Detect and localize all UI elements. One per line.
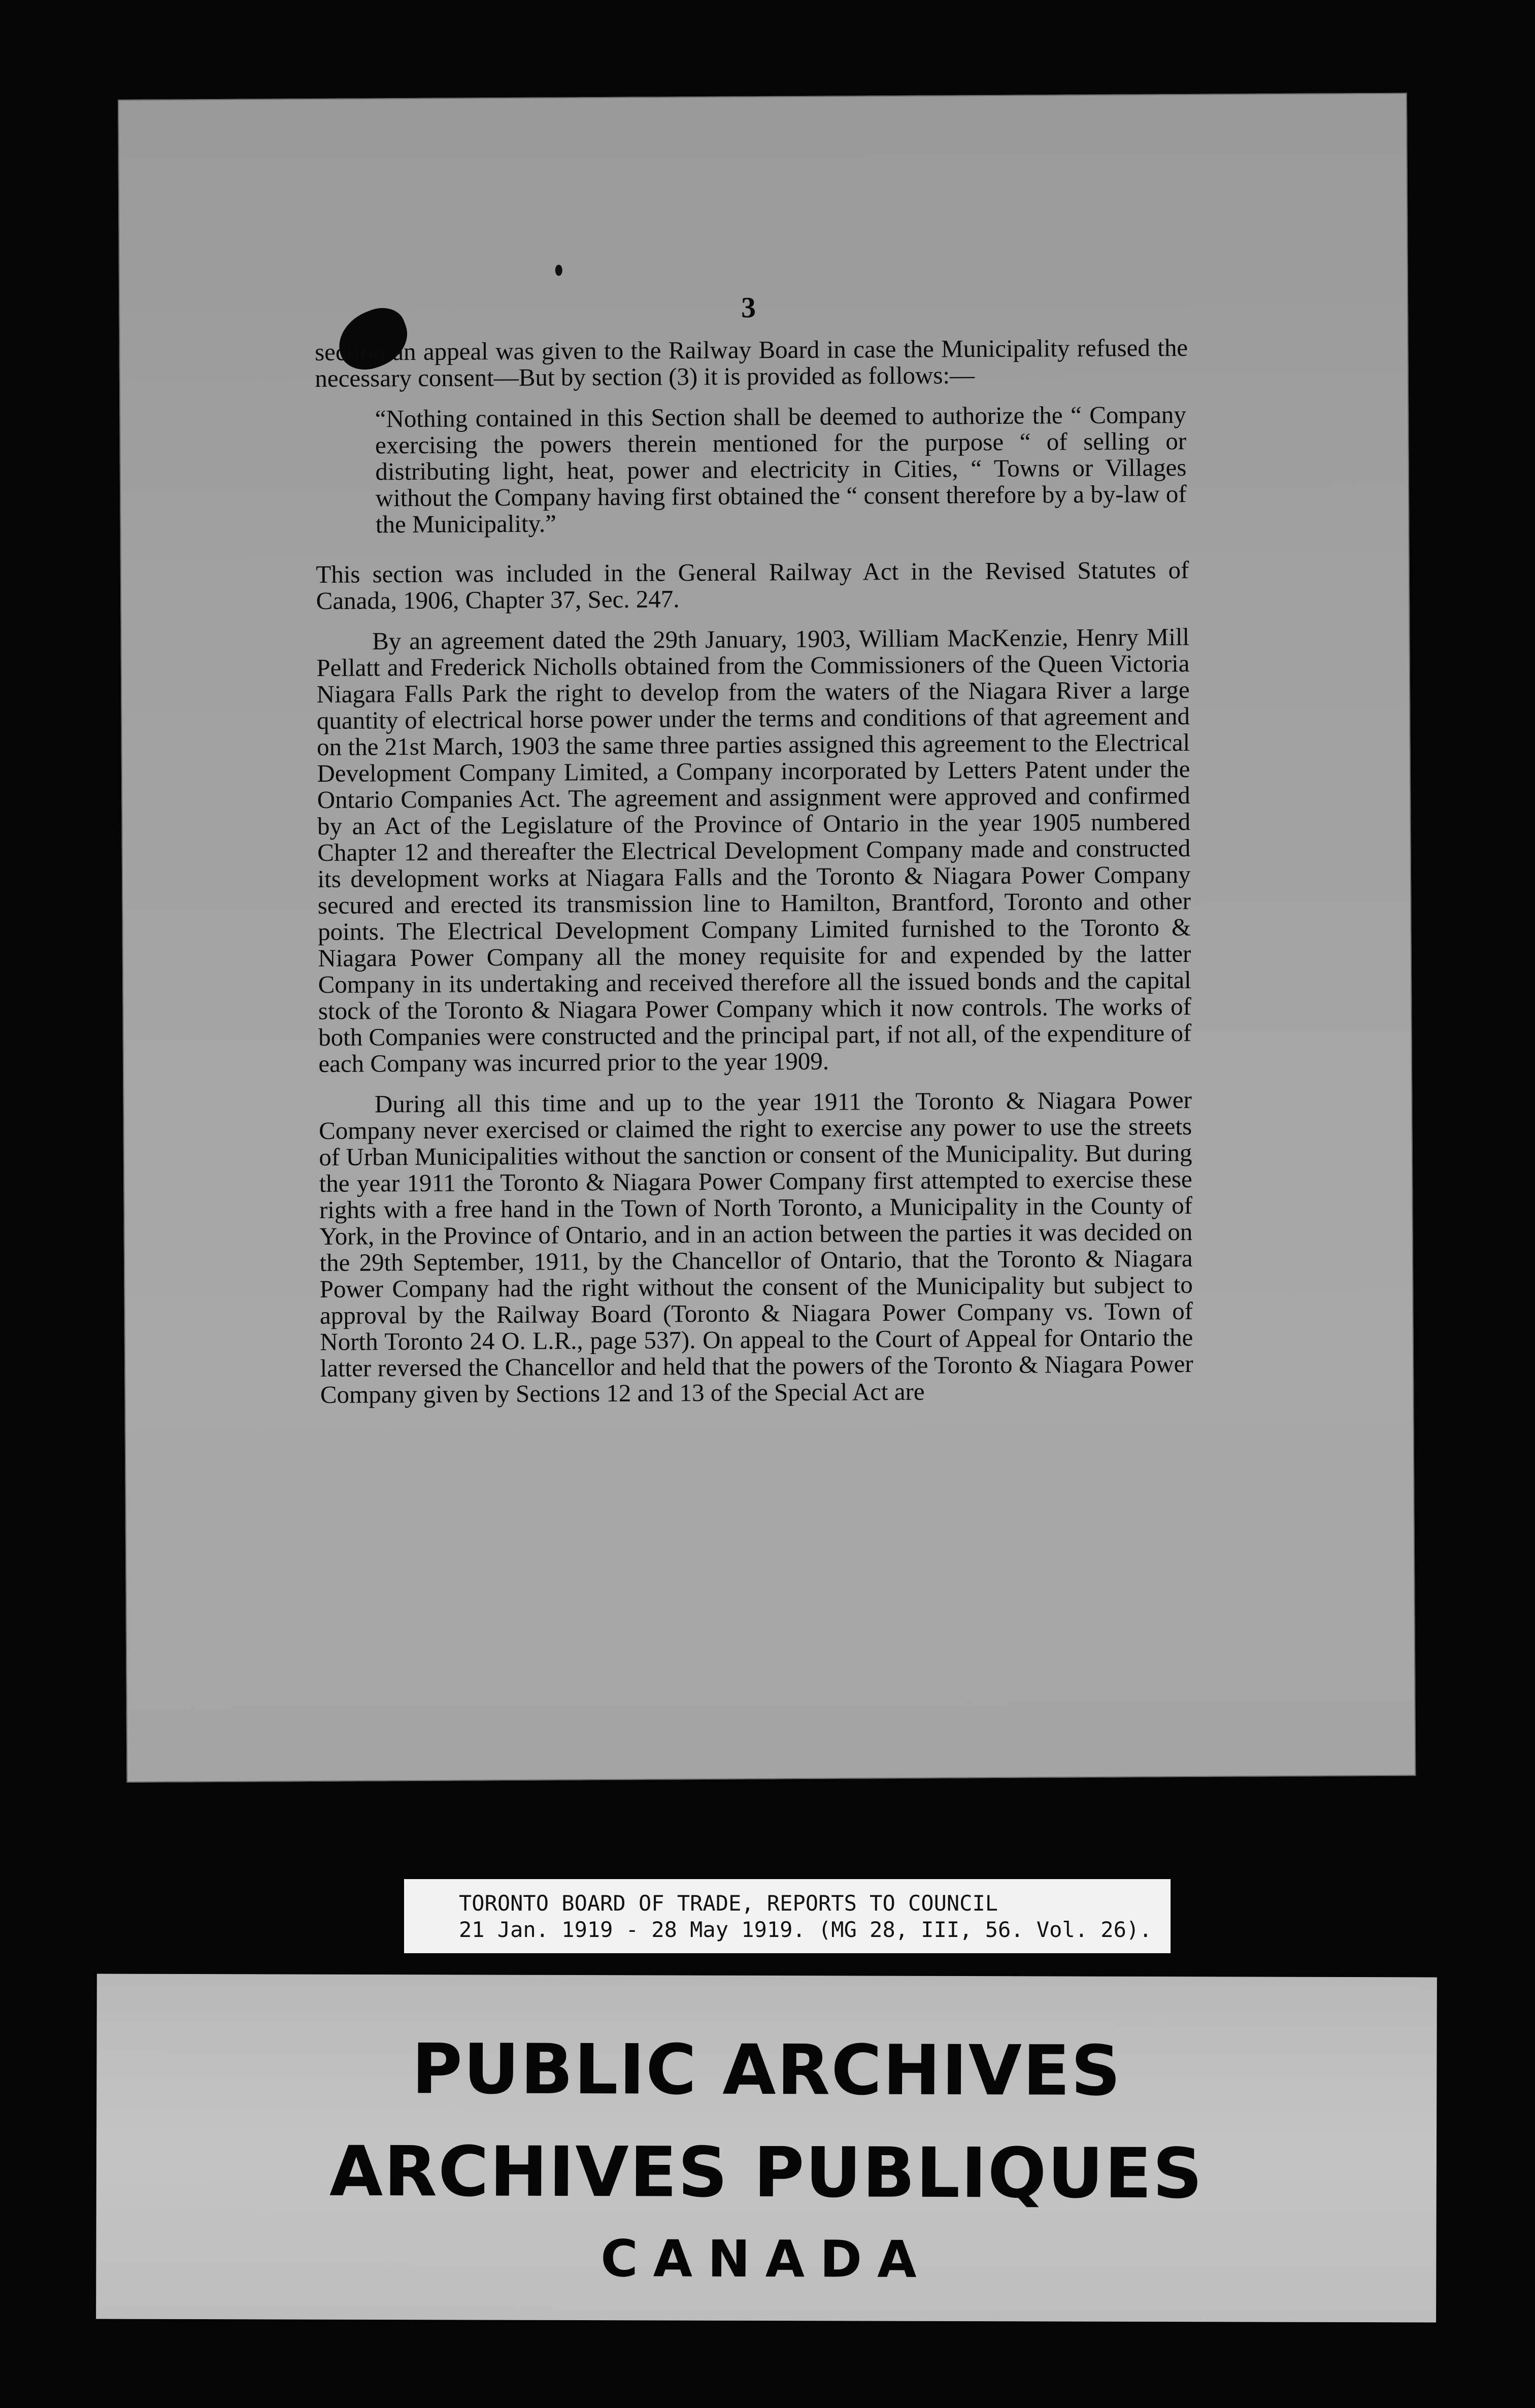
stamp-line-english: PUBLIC ARCHIVES [411, 2029, 1122, 2112]
paragraph-agreement: By an agreement dated the 29th January, 1903, William MacKenzie, Henry Mill Pellatt and Frederick Nicholls obtained from the Commissioners of the Queen Victoria Niagara Falls Park the right to develop from the waters of the Niagara River a large quantity of electrical horse power under the terms and conditions of that agreement and on the 21st March, 1903 the same three parties assigned this agreement to the Electrical Development Company Limited, a Company incorporated by Letters Patent under the Ontario Companies Act. The agreement and assignment were approved and confirmed by an Act of the Legislature of the Province of Ontario in the year 1905 numbered Chapter 12 and thereafter the Electrical Development Company made and constructed its development works at Niagara Falls and the Toronto & Niagara Power Company secured and erected its transmission line to Hamilton, Brantford, Toronto and other points. The Electrical Development Company Limited furnished to the Toronto & Niagara Power Company all the money requisite for and expended by the latter Company in its undertaking and received therefore all the issued bonds and the capital stock of the Toronto & Niagara Power Company which it now controls. The works of both Companies were constructed and the principal part, if not all, of the expenditure of each Company was incurred prior to the year 1909. [316, 622, 1192, 1078]
archive-label-line-2: 21 Jan. 1919 - 28 May 1919. (MG 28, III, 56. Vol. 26). [459, 1917, 1152, 1942]
stamp-line-french: ARCHIVES PUBLIQUES [329, 2131, 1204, 2215]
paragraph-intro: section an appeal was given to the Railway Board in case the Municipality refused the necessary consent—But by section (3) it is provided as follows:— [314, 333, 1188, 392]
document-body [315, 335, 1193, 1422]
paragraph-revised-statutes: This section was included in the General Railway Act in the Revised Statutes of Canada, 1906, Chapter 37, Sec. 247. [316, 555, 1189, 615]
page-number: 3 [741, 290, 756, 324]
archive-label-line-1: TORONTO BOARD OF TRADE, REPORTS TO COUNCIL [459, 1891, 998, 1916]
paragraph-during-all-this-time: During all this time and up to the year 1911 the Toronto & Niagara Power Company never exercised or claimed the right to exercise any power to use the streets of Urban Municipalities without the sanction or consent of the Municipality. But during the year 1911 the Toronto & Niagara Power Company first attempted to exercise these rights with a free hand in the Town of North Toronto, a Municipality in the County of York, in the Province of Ontario, and in an action between the parties it was decided on the 29th September, 1911, by the Chancellor of Ontario, that the Toronto & Niagara Power Company had the right without the consent of the Municipality but subject to approval by the Railway Board (Toronto & Niagara Power Company vs. Town of North Toronto 24 O. L.R., page 537). On appeal to the Court of Appeal for Ontario the latter reversed the Chancellor and held that the powers of the Toronto & Niagara Power Company given by Sections 12 and 13 of the Special Act are [319, 1085, 1193, 1409]
block-quote: “Nothing contained in this Section shall be deemed to authorize the “ Company exercising the powers therein mentioned for the purpose “ of selling or distributing light, heat, power and electricity in Cities, “ Towns or Villages without the Company having first obtained the “ consent therefore by a by-law of the Municipality.” [375, 400, 1187, 539]
archive-reference-label [404, 1879, 1171, 1953]
stamp-line-country: CANADA [600, 2229, 932, 2289]
ink-speck-mark [555, 264, 562, 276]
public-archives-stamp [96, 1974, 1437, 2323]
